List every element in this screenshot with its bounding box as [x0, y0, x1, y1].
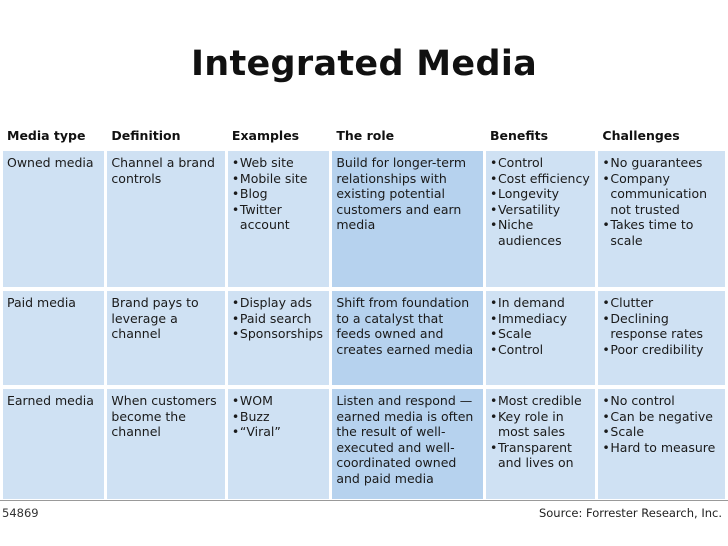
benefits-list	[490, 393, 593, 471]
cell-benefits	[486, 151, 595, 287]
list-item: • Transparent and lives on	[490, 440, 593, 471]
list-item: • Buzz	[232, 409, 327, 425]
list-item: • Key role in most sales	[490, 409, 593, 440]
challenges-list	[602, 155, 723, 248]
cell-role: Listen and respond — earned media is often the result of well-executed and well-coordinated owned and paid media	[332, 389, 483, 499]
cell-media-type: Paid media	[3, 291, 104, 385]
table-row-paid-media	[3, 291, 725, 385]
list-item: • Declining response rates	[602, 311, 723, 342]
cell-challenges	[598, 151, 725, 287]
list-item: • No control	[602, 393, 723, 409]
list-item: • Longevity	[490, 186, 593, 202]
cell-media-type: Earned media	[3, 389, 104, 499]
cell-examples	[228, 291, 329, 385]
list-item: • Paid search	[232, 311, 327, 327]
header-definition: Definition	[111, 128, 181, 143]
examples-list	[232, 155, 327, 233]
challenges-list	[602, 393, 723, 455]
header-challenges: Challenges	[602, 128, 680, 143]
table-header-row	[3, 122, 725, 151]
list-item: • “Viral”	[232, 424, 327, 440]
list-item: • Mobile site	[232, 171, 327, 187]
media-table	[0, 122, 728, 499]
footer-source: Source: Forrester Research, Inc.	[538, 506, 722, 520]
list-item: • Sponsorships	[232, 326, 327, 342]
examples-list	[232, 393, 327, 440]
challenges-list	[602, 295, 723, 357]
list-item: • No guarantees	[602, 155, 723, 171]
list-item: • Most credible	[490, 393, 593, 409]
list-item: • Clutter	[602, 295, 723, 311]
table-row-owned-media	[3, 151, 725, 287]
list-item: • Company communication not trusted	[602, 171, 723, 218]
cell-examples	[228, 389, 329, 499]
benefits-list	[490, 295, 593, 357]
list-item: • Niche audiences	[490, 217, 593, 248]
list-item: • Control	[490, 155, 593, 171]
benefits-list	[490, 155, 593, 248]
list-item: • In demand	[490, 295, 593, 311]
list-item: • Immediacy	[490, 311, 593, 327]
list-item: • Can be negative	[602, 409, 723, 425]
header-role: The role	[336, 128, 395, 143]
list-item: • Twitter account	[232, 202, 327, 233]
cell-benefits	[486, 389, 595, 499]
cell-definition: Channel a brand controls	[107, 151, 224, 287]
header-examples: Examples	[231, 128, 300, 143]
list-item: • WOM	[232, 393, 327, 409]
cell-definition: Brand pays to leverage a channel	[107, 291, 224, 385]
table-row-earned-media	[3, 389, 725, 499]
header-benefits: Benefits	[489, 128, 549, 143]
cell-challenges	[598, 291, 725, 385]
list-item: • Display ads	[232, 295, 327, 311]
cell-role: Shift from foundation to a catalyst that feeds owned and creates earned media	[332, 291, 483, 385]
list-item: • Blog	[232, 186, 327, 202]
cell-examples	[228, 151, 329, 287]
cell-challenges	[598, 389, 725, 499]
examples-list	[232, 295, 327, 342]
slide-title: Integrated Media	[190, 44, 538, 84]
list-item: • Versatility	[490, 202, 593, 218]
header-media-type: Media type	[7, 128, 86, 143]
list-item: • Control	[490, 342, 593, 358]
media-table-container	[3, 122, 725, 499]
list-item: • Scale	[490, 326, 593, 342]
list-item: • Hard to measure	[602, 440, 723, 456]
list-item: • Takes time to scale	[602, 217, 723, 248]
cell-definition: When customers become the channel	[107, 389, 224, 499]
cell-benefits	[486, 291, 595, 385]
cell-role: Build for longer-term relationships with existing potential customers and earn media	[332, 151, 483, 287]
list-item: • Poor credibility	[602, 342, 723, 358]
list-item: • Web site	[232, 155, 327, 171]
list-item: • Cost efficiency	[490, 171, 593, 187]
list-item: • Scale	[602, 424, 723, 440]
cell-media-type: Owned media	[3, 151, 104, 287]
footer-divider	[0, 500, 728, 501]
footer-code: 54869	[2, 506, 39, 520]
